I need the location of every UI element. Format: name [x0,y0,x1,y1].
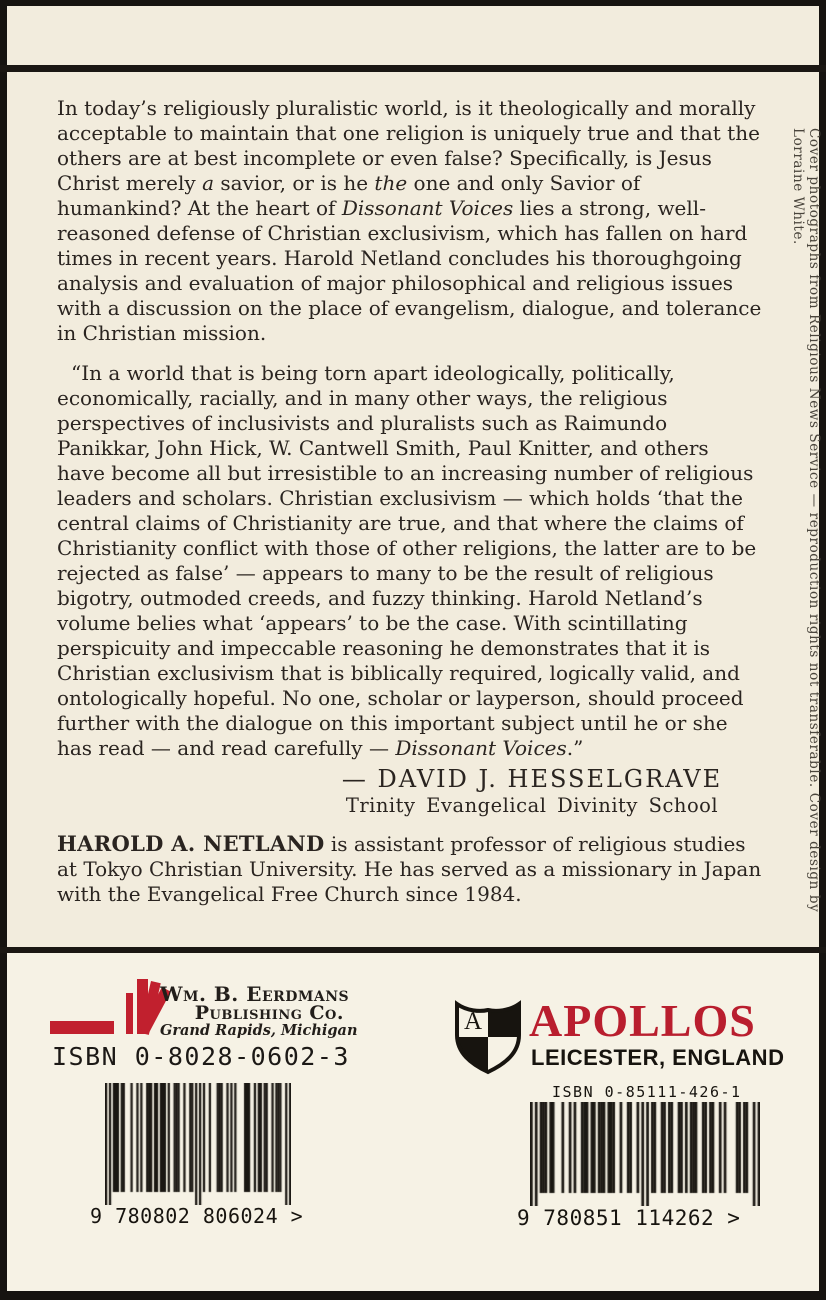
eerdmans-location: Grand Rapids, Michigan [160,1022,358,1039]
endorsement-quote: “In a world that is being torn apart ideologically, politically, economically, racially, and in many other ways, the religious perspectives of inclusivists and pluralists such as Raimundo Panikkar, John Hick, W. Cantwell Smith, Paul Knitter, and others have become all but irresistible to an increasing number of religious leaders and scholars. Christian exclusivism — which holds ‘that the central claims of Christianity are true, and that where the claims of Christianity conflict with those of other religions, the latter are to be rejected as false’ — appears to many to be the result of religious bigotry, outmoded creeds, and fuzzy thinking. Harold Netland’s volume belies what ‘appears’ to be the case. With scintillating perspicuity and impeccable reasoning he demonstrates that it is Christian exclusivism that is biblically required, logically valid, and ontologically hopeful. No one, scholar or layperson, should proceed further with the dialogue on this important subject until he or she has read — and read carefully — Dissonant Voices.” [57,361,757,760]
apollos-location: LEICESTER, ENGLAND [531,1045,785,1070]
apollos-ean-barcode [530,1102,760,1206]
eerdmans-name-line2: Publishing Co. [194,1002,344,1024]
apollos-barcode-digits: 9 780851 114262 > [517,1206,741,1230]
apollos-isbn: ISBN 0-85111-426-1 [552,1083,742,1101]
eerdmans-ean-barcode [105,1083,291,1205]
cover-credit-vertical: Cover photographs from Religious News Service — reproduction rights not transferable. Cover design by Lorraine White. [790,128,822,913]
eerdmans-isbn: ISBN 0-8028-0602-3 [52,1042,350,1071]
divider-rule-top [0,65,826,72]
apollos-shield-letter: A [463,1008,483,1035]
eerdmans-barcode-digits: 9 780802 806024 > [90,1204,304,1228]
back-cover-text [57,96,762,907]
quote-attribution [57,767,762,818]
eerdmans-logo-text [160,982,358,1039]
apollos-brand: APOLLOS [529,995,756,1046]
eerdmans-name-line1: Wm. B. Eerdmans [160,982,350,1006]
blurb-paragraph: In today’s religiously pluralistic world, is it theologically and morally acceptable to maintain that one religion is uniquely true and that the others are at best incomplete or even false? Specifically, is Jesus Christ merely a savior, or is he the one and only Savior of humankind? At the heart of Dissonant Voices lies a strong, well-reasoned defense of Christian exclusivism, which has fallen on hard times in recent years. Harold Netland concludes his thoroughgoing analysis and evaluation of major philosophical and religious issues with a discussion on the place of evangelism, dialogue, and tolerance in Christian mission. [57,96,762,345]
author-bio: HAROLD A. NETLAND is assistant professor of religious studies at Tokyo Christian University. He has served as a missionary in Japan with the Evangelical Free Church since 1984. [57,831,762,906]
quote-attribution-affiliation: Trinity Evangelical Divinity School [345,794,719,817]
apollos-shield-icon [453,997,523,1075]
quote-attribution-name: — DAVID J. HESSELGRAVE [341,765,723,793]
divider-rule-bottom [0,947,826,953]
